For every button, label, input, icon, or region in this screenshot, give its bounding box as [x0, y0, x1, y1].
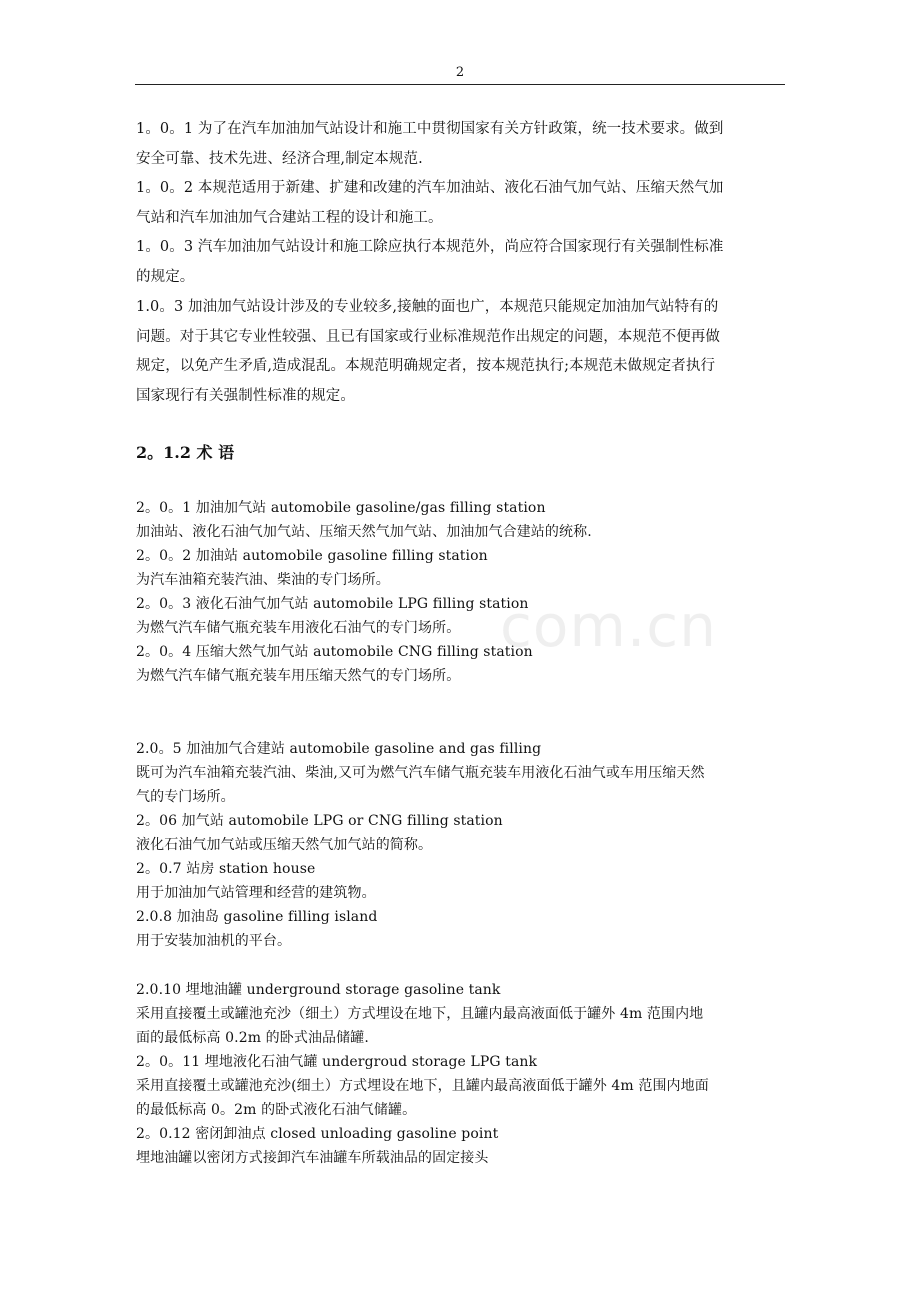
term-line: 2。0。2 加油站 automobile gasoline filling station — [136, 548, 488, 564]
term-line: 为燃气汽车储气瓶充装车用液化石油气的专门场所。 — [136, 620, 461, 636]
page-number: 2 — [455, 65, 465, 80]
term-line: 加油站、液化石油气加气站、压缩天然气加气站、加油加气合建站的统称. — [136, 524, 592, 540]
general-line: 1。0。2 本规范适用于新建、扩建和改建的汽车加油站、液化石油气加气站、压缩天然气加 — [136, 180, 724, 196]
term-line: 2.0.10 埋地油罐 underground storage gasoline tank — [136, 982, 501, 998]
term-line: 2。0。1 加油加气站 automobile gasoline/gas filling station — [136, 500, 546, 516]
term-line: 埋地油罐以密闭方式接卸汽车油罐车所载油品的固定接头 — [136, 1150, 489, 1166]
general-line: 1.0。3 加油加气站设计涉及的专业较多,接触的面也广，本规范只能规定加油加气站特有的 — [136, 299, 719, 315]
term-line: 2.0。5 加油加气合建站 automobile gasoline and gas filling — [136, 741, 542, 757]
general-line: 气站和汽车加油加气合建站工程的设计和施工。 — [136, 210, 443, 226]
term-line: 采用直接覆土或罐池充沙(细土）方式埋设在地下，且罐内最高液面低于罐外 4m 范围内地面 — [136, 1078, 709, 1094]
section-heading: 2。1.2 术 语 — [136, 443, 235, 462]
general-line: 国家现行有关强制性标准的规定。 — [136, 388, 355, 404]
general-line: 问题。对于其它专业性较强、且已有国家或行业标准规范作出规定的问题，本规范不便再做 — [136, 329, 720, 345]
term-line: 用于安装加油机的平台。 — [136, 933, 292, 949]
term-line: 2。0。11 埋地液化石油气罐 undergroud storage LPG tank — [136, 1054, 538, 1070]
header-rule — [135, 84, 785, 85]
term-line: 为汽车油箱充装汽油、柴油的专门场所。 — [136, 572, 390, 588]
term-line: 面的最低标高 0.2m 的卧式油品储罐. — [136, 1030, 369, 1046]
term-line: 液化石油气加气站或压缩天然气加气站的简称。 — [136, 837, 433, 853]
term-line: 2。0.12 密闭卸油点 closed unloading gasoline point — [136, 1126, 499, 1142]
general-line: 的规定。 — [136, 269, 195, 285]
term-line: 气的专门场所。 — [136, 789, 235, 805]
term-line: 2。0.7 站房 station house — [136, 861, 316, 877]
term-line: 为燃气汽车储气瓶充装车用压缩天然气的专门场所。 — [136, 668, 461, 684]
term-line: 2.0.8 加油岛 gasoline filling island — [136, 909, 378, 925]
term-line: 2。0。3 液化石油气加气站 automobile LPG filling station — [136, 596, 529, 612]
term-line: 采用直接覆土或罐池充沙（细土）方式埋设在地下，且罐内最高液面低于罐外 4m 范围内地 — [136, 1006, 704, 1022]
term-line: 用于加油加气站管理和经营的建筑物。 — [136, 885, 376, 901]
term-line: 的最低标高 0。2m 的卧式液化石油气储罐。 — [136, 1102, 417, 1118]
general-line: 1。0。1 为了在汽车加油加气站设计和施工中贯彻国家有关方针政策，统一技术要求。做到 — [136, 121, 724, 137]
watermark: com.cn — [500, 592, 717, 660]
general-line: 安全可靠、技术先进、经济合理,制定本规范. — [136, 151, 423, 167]
term-line: 2。06 加气站 automobile LPG or CNG filling station — [136, 813, 503, 829]
general-line: 规定，以免产生矛盾,造成混乱。本规范明确规定者，按本规范执行;本规范未做规定者执行 — [136, 358, 716, 374]
term-line: 2。0。4 压缩大然气加气站 automobile CNG filling station — [136, 644, 533, 660]
term-line: 既可为汽车油箱充装汽油、柴油,又可为燃气汽车储气瓶充装车用液化石油气或车用压缩天然 — [136, 765, 705, 781]
general-line: 1。0。3 汽车加油加气站设计和施工除应执行本规范外，尚应符合国家现行有关强制性标准 — [136, 239, 724, 255]
